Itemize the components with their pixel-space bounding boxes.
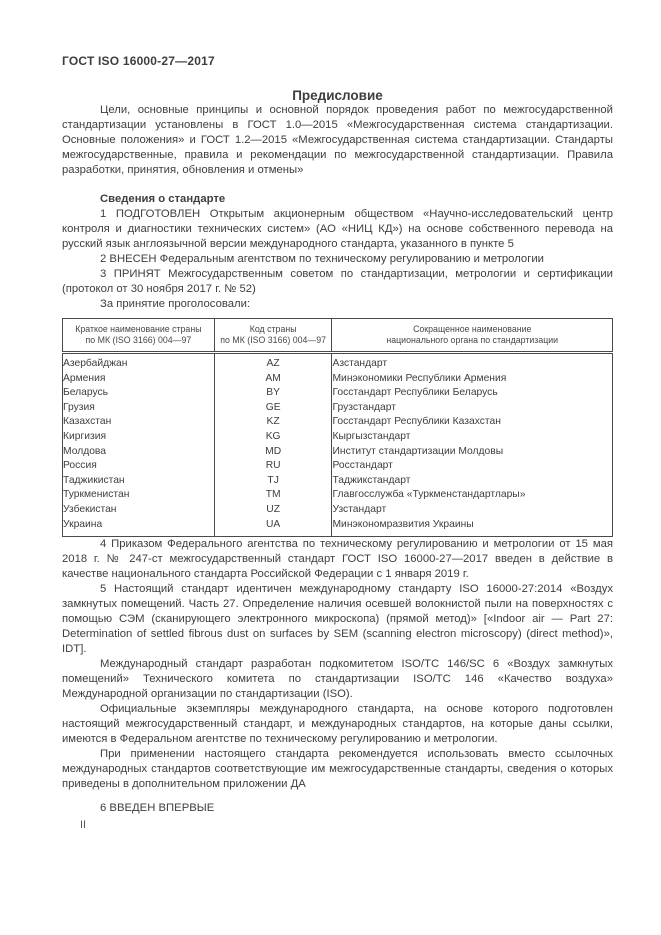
column-header-country-line1: Краткое наименование страны xyxy=(75,324,202,334)
paragraph-clause-5: 5 Настоящий стандарт идентичен международному стандарту ISO 16000-27:2014 «Воздух замкнутых помещений. Часть 27. Определение наличия осевшей волокнистой пыли на поверхностях с помощью СЭМ (сканирующего электронного микроскопа) (прямой метод)» [«Indoor air — Part 27: Determination of settled fibrous dust on surfaces by SEM (scanning electron microscopy) (direct method)», IDT]. xyxy=(62,583,613,656)
country-cell: Туркменистан xyxy=(63,489,130,501)
paragraph-clause-4: 4 Приказом Федерального агентства по техническому регулированию и метрологии от 15 мая 2018 г. № 247-ст межгосударственный стандарт ГОСТ ISO 16000-27—2017 введен в действие в качестве национального стандарта Российской Федерации с 1 января 2019 г. xyxy=(62,538,613,581)
org-cell: Главгосслужба «Туркменстандартлары» xyxy=(332,488,613,503)
paragraph-clause-6: 6 ВВЕДЕН ВПЕРВЫЕ xyxy=(100,802,215,815)
paragraph-vote-lead: За принятие проголосовали: xyxy=(100,298,251,310)
org-cell: Грузстандарт xyxy=(332,401,613,416)
country-cell: Грузия xyxy=(63,401,95,413)
paragraph-clause-2: 2 ВНЕСЕН Федеральным агентством по техническому регулированию и метрологии xyxy=(100,253,544,265)
paragraph-clause-5-copies: Официальные экземпляры международного стандарта, на основе которого подготовлен настоящий межгосударственный стандарт, и международных стандартов, на которые даны ссылки, имеются в Федеральном агентстве по техническому регулированию и метрологии. xyxy=(62,703,613,746)
org-cell: Минэкономразвития Украины xyxy=(332,518,613,537)
org-cell: Госстандарт Республики Беларусь xyxy=(332,386,613,401)
table-row xyxy=(63,386,613,401)
org-cell: Институт стандартизации Молдовы xyxy=(332,445,613,460)
country-cell: Армения xyxy=(63,372,106,384)
doc-code-header: ГОСТ ISO 16000-27—2017 xyxy=(62,54,215,68)
paragraph-intro: Цели, основные принципы и основной порядок проведения работ по межгосударственной стандартизации установлены в ГОСТ 1.0—2015 «Межгосударственная система стандартизации. Основные положения» и ГОСТ 1.2—2015 «Межгосударственная система стандартизации. Стандарты межгосударственные, правила и рекомендации по межгосударственной стандартизации. Правила разработки, принятия, обновления и отмены» xyxy=(62,104,613,176)
org-cell: Кыргызстандарт xyxy=(332,430,613,445)
code-cell: AM xyxy=(214,372,332,387)
org-cell: Узстандарт xyxy=(332,503,613,518)
code-cell: UZ xyxy=(214,503,332,518)
table-row xyxy=(63,503,613,518)
code-cell: KG xyxy=(214,430,332,445)
table-row xyxy=(63,353,613,372)
code-cell: UA xyxy=(214,518,332,537)
code-cell: GE xyxy=(214,401,332,416)
country-cell: Украина xyxy=(63,518,103,530)
code-cell: TJ xyxy=(214,474,332,489)
code-cell: KZ xyxy=(214,415,332,430)
column-header-country xyxy=(63,319,215,353)
page-number: II xyxy=(80,819,87,832)
country-cell: Таджикистан xyxy=(63,474,125,486)
page-title: Предисловие xyxy=(292,88,383,103)
country-cell: Узбекистан xyxy=(63,503,117,515)
org-cell: Минэкономики Республики Армения xyxy=(332,372,613,387)
section-heading-standard-info: Сведения о стандарте xyxy=(100,193,226,205)
country-cell: Киргизия xyxy=(63,430,107,442)
country-cell: Азербайджан xyxy=(63,358,128,369)
country-cell: Молдова xyxy=(63,445,107,457)
vote-table-header-row xyxy=(63,319,613,353)
table-row xyxy=(63,401,613,416)
code-cell: MD xyxy=(214,445,332,460)
column-header-code-line2: по МК (ISO 3166) 004—97 xyxy=(220,335,326,345)
table-row xyxy=(63,430,613,445)
column-header-code-line1: Код страны xyxy=(249,324,297,334)
code-cell: BY xyxy=(214,386,332,401)
org-cell: Госстандарт Республики Казахстан xyxy=(332,415,613,430)
table-row xyxy=(63,415,613,430)
org-cell: Росстандарт xyxy=(332,459,613,474)
table-row xyxy=(63,488,613,503)
vote-table xyxy=(62,318,613,537)
column-header-country-line2: по МК (ISO 3166) 004—97 xyxy=(85,335,192,345)
code-cell: RU xyxy=(214,459,332,474)
org-cell: Таджикстандарт xyxy=(332,474,613,489)
org-cell: Азстандарт xyxy=(332,353,613,372)
table-row xyxy=(63,445,613,460)
country-cell: Казахстан xyxy=(63,416,112,428)
column-header-org-line2: национального органа по стандартизации xyxy=(386,335,559,345)
paragraph-clause-1: 1 ПОДГОТОВЛЕН Открытым акционерным обществом «Научно-исследовательский центр контроля и диагностики технических систем» (АО «НИЦ КД») на основе собственного перевода на русский язык англоязычной версии международного стандарта, указанного в пункте 5 xyxy=(62,208,613,250)
code-cell: TM xyxy=(214,488,332,503)
table-row xyxy=(63,372,613,387)
table-row xyxy=(63,459,613,474)
table-row xyxy=(63,518,613,537)
table-row xyxy=(63,474,613,489)
code-cell: AZ xyxy=(214,353,332,372)
country-cell: Россия xyxy=(63,460,97,472)
column-header-org xyxy=(332,319,613,353)
paragraph-clause-5-application: При применении настоящего стандарта рекомендуется использовать вместо ссылочных международных стандартов соответствующие им межгосударственные стандарты, сведения о которых приведены в дополнительном приложении ДА xyxy=(62,748,613,791)
paragraph-clause-5-developer: Международный стандарт разработан подкомитетом ISO/TC 146/SC 6 «Воздух замкнутых помещений» Технического комитета по стандартизации ISO/TC 146 «Качество воздуха» Международной организации по стандартизации (ISO). xyxy=(62,658,613,701)
column-header-org-line1: Сокращенное наименование xyxy=(413,324,532,334)
column-header-code xyxy=(214,319,332,353)
paragraph-clause-3: 3 ПРИНЯТ Межгосударственным советом по стандартизации, метрологии и сертификации (протокол от 30 ноября 2017 г. № 52) xyxy=(62,268,613,295)
country-cell: Беларусь xyxy=(63,387,109,399)
